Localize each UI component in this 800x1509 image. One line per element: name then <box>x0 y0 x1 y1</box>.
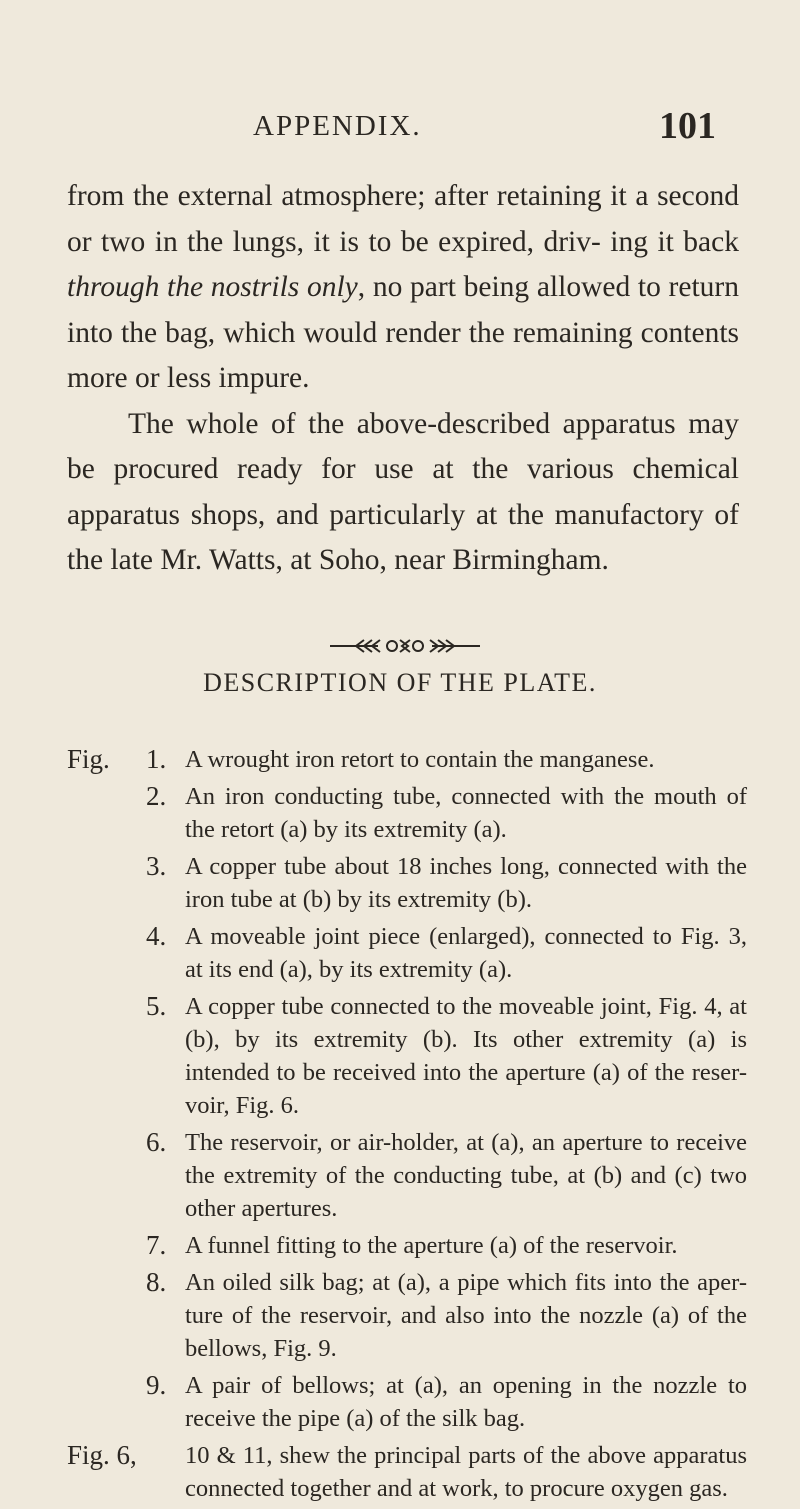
fig-number: 8. <box>146 1267 167 1297</box>
fig-number: 4. <box>146 921 167 951</box>
fig-description: A copper tube about 18 inches long, connected with the iron tube at (b) by its extremity (b). <box>185 853 747 913</box>
fig-description: An oiled silk bag; at (a), a pipe which fits into the aper- ture of the reservoir, and also into the nozzle (a) of the bellows, Fig. 9. <box>185 1269 747 1362</box>
fig-closing-text: 10 & 11, shew the principal parts of the above apparatus connected together and at work, to procure oxygen gas. <box>185 1442 747 1502</box>
body-text <box>67 174 739 584</box>
fig-number: 1. <box>146 744 167 774</box>
fig-description: An iron conducting tube, connected with the mouth of the retort (a) by its extremity (a). <box>185 783 747 843</box>
list-item <box>67 850 747 916</box>
list-item <box>67 1229 747 1262</box>
fig-description: A funnel fitting to the aperture (a) of the reservoir. <box>185 1232 678 1259</box>
list-item <box>67 743 747 776</box>
fig-number: 5. <box>146 991 167 1021</box>
paragraph-2: The whole of the above-described apparatus may be procured ready for use at the various chemical apparatus shops, and particularly at the manufactory of the late Mr. Watts, at Soho, near Birmingham. <box>67 407 739 576</box>
paragraph-1-italic: through the nostrils only <box>67 271 358 303</box>
list-item <box>67 780 747 846</box>
paragraph-1-after: , no part being allowed to return into the bag, which would render the remaining contents more or less impure. <box>67 271 739 394</box>
fig-description: The reservoir, or air-holder, at (a), an aperture to receive the extremity of the conducting tube, at (b) and (c) two other apertures. <box>185 1129 747 1222</box>
fig-prefix: Fig. <box>67 744 110 774</box>
fig-number: 2. <box>146 781 167 811</box>
running-title: APPENDIX. <box>253 110 422 142</box>
fig-description: A moveable joint piece (enlarged), connected to Fig. 3, at its end (a), by its extremity (a). <box>185 923 747 983</box>
fig-description: A copper tube connected to the moveable joint, Fig. 4, at (b), by its extremity (b). Its other extremity (a) is intended to be received into the aperture (a) of the reser- voir, Fig. 6. <box>185 993 747 1119</box>
fig-number: 7. <box>146 1230 167 1260</box>
paragraph-1 <box>67 174 739 402</box>
figure-list <box>67 743 747 1509</box>
fig-number: 6. <box>146 1127 167 1157</box>
paragraph-1-before: from the external atmosphere; after retaining it a second or two in the lungs, it is to be expired, driv- ing it back <box>67 180 739 258</box>
ornament-divider <box>330 636 480 656</box>
list-item <box>67 1126 747 1225</box>
fig-description: A wrought iron retort to contain the manganese. <box>185 746 655 773</box>
list-item-closing <box>67 1439 747 1505</box>
fig-number: 9. <box>146 1370 167 1400</box>
plate-heading: DESCRIPTION OF THE PLATE. <box>203 668 597 697</box>
fig-closing-prefix: Fig. 6, <box>67 1440 137 1470</box>
page-number: 101 <box>659 105 716 147</box>
fig-number: 3. <box>146 851 167 881</box>
list-item <box>67 1266 747 1365</box>
list-item <box>67 990 747 1122</box>
running-head <box>0 100 800 150</box>
fig-description: A pair of bellows; at (a), an opening in the nozzle to receive the pipe (a) of the silk bag. <box>185 1372 747 1432</box>
list-item <box>67 920 747 986</box>
list-item <box>67 1369 747 1435</box>
